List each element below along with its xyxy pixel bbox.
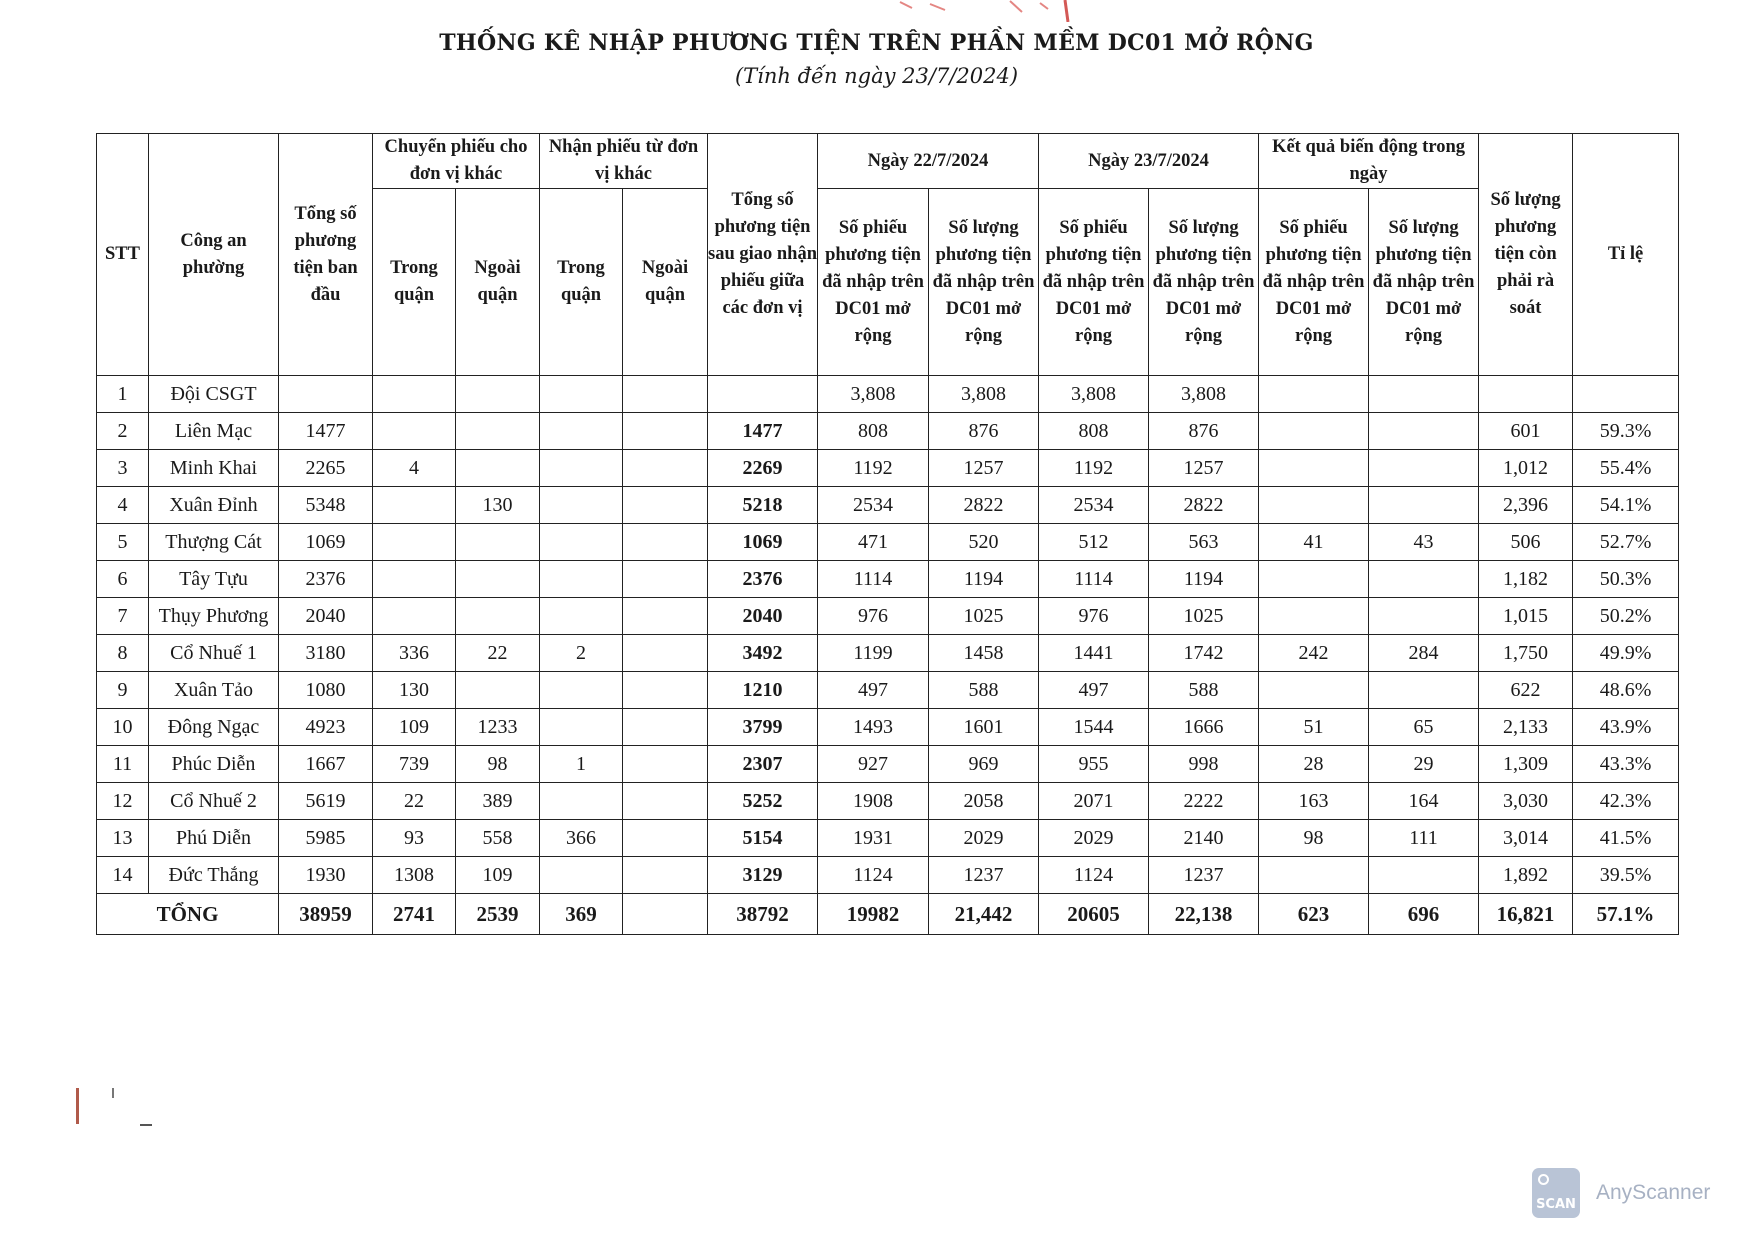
cell-tile: 52.7% <box>1573 524 1679 561</box>
table-row <box>97 450 1679 487</box>
cell-tile: 42.3% <box>1573 783 1679 820</box>
total-row <box>97 894 1679 935</box>
total-ngay1-phieu: 19982 <box>818 894 929 935</box>
cell-l2: 588 <box>1149 672 1259 709</box>
cell-name: Phúc Diễn <box>149 746 279 783</box>
cell-p1: 1192 <box>818 450 929 487</box>
cell-tong-sau: 1477 <box>708 413 818 450</box>
cell-ban-dau: 2265 <box>279 450 373 487</box>
cell-l1: 1458 <box>929 635 1039 672</box>
cell-ban-dau: 1477 <box>279 413 373 450</box>
cell-chuyen-ngoai: 130 <box>456 487 540 524</box>
header-ngay-22-7: Ngày 22/7/2024 <box>818 134 1039 189</box>
cell-chuyen-trong <box>373 598 456 635</box>
cell-l2: 2140 <box>1149 820 1259 857</box>
cell-nhan-trong <box>540 413 623 450</box>
table-row <box>97 524 1679 561</box>
cell-chuyen-trong <box>373 487 456 524</box>
cell-tile: 49.9% <box>1573 635 1679 672</box>
scan-logo-icon <box>1532 1168 1580 1218</box>
cell-chuyen-trong: 22 <box>373 783 456 820</box>
scan-logo-text: SCAN <box>1536 1197 1576 1212</box>
cell-stt: 7 <box>97 598 149 635</box>
total-ban-dau: 38959 <box>279 894 373 935</box>
cell-l2: 1194 <box>1149 561 1259 598</box>
cell-l2: 1742 <box>1149 635 1259 672</box>
cell-ban-dau: 1930 <box>279 857 373 894</box>
cell-stt: 11 <box>97 746 149 783</box>
cell-bd-l: 111 <box>1369 820 1479 857</box>
cell-nhan-trong <box>540 857 623 894</box>
cell-l1: 1025 <box>929 598 1039 635</box>
total-tong-sau: 38792 <box>708 894 818 935</box>
header-cong-an-phuong: Công an phường <box>149 134 279 376</box>
cell-l2: 2822 <box>1149 487 1259 524</box>
table-row <box>97 672 1679 709</box>
cell-bd-p <box>1259 561 1369 598</box>
cell-con: 1,012 <box>1479 450 1573 487</box>
cell-chuyen-trong: 130 <box>373 672 456 709</box>
table-row <box>97 376 1679 413</box>
cell-p2: 976 <box>1039 598 1149 635</box>
cell-nhan-trong <box>540 709 623 746</box>
header-bien-dong-so-luong: Số lượng phương tiện đã nhập trên DC01 mở rộng <box>1369 189 1479 376</box>
document-title: THỐNG KÊ NHẬP PHƯƠNG TIỆN TRÊN PHẦN MỀM DC01 MỞ RỘNG <box>439 30 1314 56</box>
cell-bd-l: 284 <box>1369 635 1479 672</box>
table-row <box>97 598 1679 635</box>
cell-tong-sau: 2269 <box>708 450 818 487</box>
header-bien-dong-so-phieu: Số phiếu phương tiện đã nhập trên DC01 mở rộng <box>1259 189 1369 376</box>
cell-tile: 55.4% <box>1573 450 1679 487</box>
cell-tile: 54.1% <box>1573 487 1679 524</box>
cell-ban-dau: 2040 <box>279 598 373 635</box>
header-con-phai-ra-soat: Số lượng phương tiện còn phải rà soát <box>1479 134 1573 376</box>
cell-name: Thụy Phương <box>149 598 279 635</box>
header-chuyen-ngoai-quan: Ngoài quận <box>456 189 540 376</box>
cell-nhan-trong: 1 <box>540 746 623 783</box>
cell-nhan-ngoai <box>623 376 708 413</box>
cell-bd-l <box>1369 672 1479 709</box>
scan-edge-mark <box>140 1124 152 1126</box>
total-ti-le: 57.1% <box>1573 894 1679 935</box>
cell-nhan-ngoai <box>623 857 708 894</box>
cell-stt: 10 <box>97 709 149 746</box>
total-ngay2-phieu: 20605 <box>1039 894 1149 935</box>
cell-nhan-trong: 366 <box>540 820 623 857</box>
cell-tile: 50.2% <box>1573 598 1679 635</box>
cell-nhan-ngoai <box>623 598 708 635</box>
cell-l1: 2029 <box>929 820 1039 857</box>
cell-nhan-ngoai <box>623 635 708 672</box>
cell-nhan-trong <box>540 672 623 709</box>
cell-name: Đội CSGT <box>149 376 279 413</box>
cell-p1: 3,808 <box>818 376 929 413</box>
cell-chuyen-ngoai <box>456 524 540 561</box>
cell-nhan-trong: 2 <box>540 635 623 672</box>
cell-p1: 808 <box>818 413 929 450</box>
table-row <box>97 783 1679 820</box>
scanner-name: AnyScanner <box>1596 1181 1711 1204</box>
cell-p1: 497 <box>818 672 929 709</box>
cell-chuyen-ngoai: 558 <box>456 820 540 857</box>
cell-l2: 1257 <box>1149 450 1259 487</box>
cell-ban-dau: 5985 <box>279 820 373 857</box>
cell-chuyen-trong: 336 <box>373 635 456 672</box>
cell-nhan-ngoai <box>623 820 708 857</box>
cell-p1: 1114 <box>818 561 929 598</box>
header-nhan-phieu: Nhận phiếu từ đơn vị khác <box>540 134 708 189</box>
cell-nhan-trong <box>540 487 623 524</box>
cell-stt: 6 <box>97 561 149 598</box>
cell-l2: 876 <box>1149 413 1259 450</box>
table-body <box>97 376 1679 894</box>
cell-tong-sau: 2376 <box>708 561 818 598</box>
cell-p1: 1199 <box>818 635 929 672</box>
cell-l1: 1257 <box>929 450 1039 487</box>
cell-l2: 1666 <box>1149 709 1259 746</box>
cell-bd-p <box>1259 672 1369 709</box>
cell-tile: 43.9% <box>1573 709 1679 746</box>
cell-tong-sau: 3129 <box>708 857 818 894</box>
cell-name: Tây Tựu <box>149 561 279 598</box>
cell-bd-l: 43 <box>1369 524 1479 561</box>
cell-name: Đức Thắng <box>149 857 279 894</box>
table-row <box>97 820 1679 857</box>
cell-name: Xuân Đỉnh <box>149 487 279 524</box>
header-nhan-ngoai-quan: Ngoài quận <box>623 189 708 376</box>
cell-tong-sau: 1069 <box>708 524 818 561</box>
cell-nhan-trong <box>540 376 623 413</box>
scan-edge-mark <box>112 1088 114 1098</box>
cell-l1: 588 <box>929 672 1039 709</box>
cell-p2: 1544 <box>1039 709 1149 746</box>
header-nhan-trong-quan: Trong quận <box>540 189 623 376</box>
cell-bd-l <box>1369 598 1479 635</box>
cell-con <box>1479 376 1573 413</box>
cell-chuyen-ngoai: 98 <box>456 746 540 783</box>
cell-bd-l: 29 <box>1369 746 1479 783</box>
cell-tile: 41.5% <box>1573 820 1679 857</box>
cell-ban-dau: 1069 <box>279 524 373 561</box>
header-tong-ban-dau: Tổng số phương tiện ban đầu <box>279 134 373 376</box>
total-bien-dong-luong: 696 <box>1369 894 1479 935</box>
cell-con: 1,309 <box>1479 746 1573 783</box>
cell-chuyen-trong: 739 <box>373 746 456 783</box>
cell-p1: 1124 <box>818 857 929 894</box>
cell-p1: 976 <box>818 598 929 635</box>
cell-tile: 59.3% <box>1573 413 1679 450</box>
cell-nhan-trong <box>540 783 623 820</box>
cell-nhan-trong <box>540 561 623 598</box>
cell-tile: 39.5% <box>1573 857 1679 894</box>
header-tong-sau-giao-nhan: Tổng số phương tiện sau giao nhận phiếu giữa các đơn vị <box>708 134 818 376</box>
cell-p2: 808 <box>1039 413 1149 450</box>
cell-name: Phú Diễn <box>149 820 279 857</box>
cell-chuyen-trong: 1308 <box>373 857 456 894</box>
cell-p2: 2534 <box>1039 487 1149 524</box>
cell-bd-p <box>1259 487 1369 524</box>
cell-chuyen-ngoai: 1233 <box>456 709 540 746</box>
cell-ban-dau: 1667 <box>279 746 373 783</box>
statistics-table <box>96 133 1679 935</box>
cell-bd-p <box>1259 857 1369 894</box>
header-ngay1-so-luong: Số lượng phương tiện đã nhập trên DC01 mở rộng <box>929 189 1039 376</box>
cell-bd-p: 163 <box>1259 783 1369 820</box>
cell-ban-dau <box>279 376 373 413</box>
cell-name: Xuân Tảo <box>149 672 279 709</box>
cell-l1: 1601 <box>929 709 1039 746</box>
header-chuyen-trong-quan: Trong quận <box>373 189 456 376</box>
cell-nhan-ngoai <box>623 783 708 820</box>
cell-name: Cổ Nhuế 1 <box>149 635 279 672</box>
cell-p2: 2071 <box>1039 783 1149 820</box>
cell-stt: 9 <box>97 672 149 709</box>
cell-chuyen-ngoai <box>456 450 540 487</box>
cell-tong-sau: 5218 <box>708 487 818 524</box>
total-nhan-trong: 369 <box>540 894 623 935</box>
cell-chuyen-trong: 93 <box>373 820 456 857</box>
table-row <box>97 709 1679 746</box>
cell-l2: 998 <box>1149 746 1259 783</box>
header-chuyen-phieu: Chuyển phiếu cho đơn vị khác <box>373 134 540 189</box>
table-row <box>97 487 1679 524</box>
cell-bd-p <box>1259 450 1369 487</box>
cell-stt: 1 <box>97 376 149 413</box>
cell-chuyen-trong: 4 <box>373 450 456 487</box>
cell-l1: 2058 <box>929 783 1039 820</box>
cell-bd-p: 41 <box>1259 524 1369 561</box>
cell-bd-l <box>1369 561 1479 598</box>
cell-bd-l: 65 <box>1369 709 1479 746</box>
cell-bd-l <box>1369 450 1479 487</box>
cell-con: 506 <box>1479 524 1573 561</box>
table-row <box>97 635 1679 672</box>
cell-tong-sau: 2307 <box>708 746 818 783</box>
cell-p2: 512 <box>1039 524 1149 561</box>
cell-tong-sau: 5154 <box>708 820 818 857</box>
cell-chuyen-trong <box>373 413 456 450</box>
cell-l2: 3,808 <box>1149 376 1259 413</box>
header-ti-le: Tỉ lệ <box>1573 134 1679 376</box>
cell-nhan-ngoai <box>623 672 708 709</box>
cell-con: 622 <box>1479 672 1573 709</box>
cell-p2: 497 <box>1039 672 1149 709</box>
cell-l2: 563 <box>1149 524 1259 561</box>
cell-ban-dau: 3180 <box>279 635 373 672</box>
cell-p1: 927 <box>818 746 929 783</box>
cell-p2: 3,808 <box>1039 376 1149 413</box>
cell-bd-p: 51 <box>1259 709 1369 746</box>
total-con-ra-soat: 16,821 <box>1479 894 1573 935</box>
header-stt: STT <box>97 134 149 376</box>
cell-chuyen-ngoai <box>456 376 540 413</box>
table-row <box>97 746 1679 783</box>
cell-con: 1,892 <box>1479 857 1573 894</box>
document-subtitle: (Tính đến ngày 23/7/2024) <box>734 64 1019 88</box>
total-chuyen-ngoai: 2539 <box>456 894 540 935</box>
cell-bd-l <box>1369 857 1479 894</box>
cell-nhan-ngoai <box>623 413 708 450</box>
cell-l2: 1025 <box>1149 598 1259 635</box>
cell-con: 601 <box>1479 413 1573 450</box>
cell-chuyen-ngoai <box>456 598 540 635</box>
cell-bd-l <box>1369 413 1479 450</box>
cell-ban-dau: 5348 <box>279 487 373 524</box>
total-ngay2-luong: 22,138 <box>1149 894 1259 935</box>
cell-name: Cổ Nhuế 2 <box>149 783 279 820</box>
cell-stt: 14 <box>97 857 149 894</box>
cell-tong-sau: 3799 <box>708 709 818 746</box>
table-row <box>97 857 1679 894</box>
cell-bd-p: 242 <box>1259 635 1369 672</box>
cell-stt: 13 <box>97 820 149 857</box>
cell-p1: 1493 <box>818 709 929 746</box>
cell-chuyen-trong <box>373 376 456 413</box>
total-ngay1-luong: 21,442 <box>929 894 1039 935</box>
cell-bd-l <box>1369 376 1479 413</box>
cell-p2: 1114 <box>1039 561 1149 598</box>
cell-ban-dau: 4923 <box>279 709 373 746</box>
cell-stt: 8 <box>97 635 149 672</box>
cell-nhan-ngoai <box>623 746 708 783</box>
cell-p2: 1124 <box>1039 857 1149 894</box>
cell-stt: 12 <box>97 783 149 820</box>
cell-con: 2,133 <box>1479 709 1573 746</box>
cell-l1: 876 <box>929 413 1039 450</box>
table-row <box>97 413 1679 450</box>
cell-tong-sau: 2040 <box>708 598 818 635</box>
cell-l1: 3,808 <box>929 376 1039 413</box>
cell-chuyen-trong: 109 <box>373 709 456 746</box>
cell-stt: 5 <box>97 524 149 561</box>
cell-nhan-ngoai <box>623 524 708 561</box>
cell-nhan-ngoai <box>623 561 708 598</box>
cell-nhan-ngoai <box>623 450 708 487</box>
cell-name: Đông Ngạc <box>149 709 279 746</box>
header-ket-qua-bien-dong: Kết quả biến động trong ngày <box>1259 134 1479 189</box>
red-stamp-fragment <box>890 0 1090 22</box>
cell-con: 1,182 <box>1479 561 1573 598</box>
cell-p2: 1441 <box>1039 635 1149 672</box>
cell-tile: 43.3% <box>1573 746 1679 783</box>
cell-tile: 48.6% <box>1573 672 1679 709</box>
total-label: TỔNG <box>97 894 279 935</box>
cell-chuyen-ngoai: 22 <box>456 635 540 672</box>
cell-con: 1,750 <box>1479 635 1573 672</box>
cell-ban-dau: 1080 <box>279 672 373 709</box>
cell-l2: 2222 <box>1149 783 1259 820</box>
cell-bd-p <box>1259 376 1369 413</box>
cell-p1: 1931 <box>818 820 929 857</box>
cell-stt: 2 <box>97 413 149 450</box>
cell-chuyen-ngoai <box>456 561 540 598</box>
cell-chuyen-ngoai <box>456 413 540 450</box>
header-row-group <box>97 134 1679 189</box>
header-ngay2-so-luong: Số lượng phương tiện đã nhập trên DC01 mở rộng <box>1149 189 1259 376</box>
cell-chuyen-trong <box>373 524 456 561</box>
cell-nhan-ngoai <box>623 709 708 746</box>
cell-con: 3,014 <box>1479 820 1573 857</box>
header-ngay2-so-phieu: Số phiếu phương tiện đã nhập trên DC01 mở rộng <box>1039 189 1149 376</box>
cell-bd-p <box>1259 413 1369 450</box>
cell-p1: 1908 <box>818 783 929 820</box>
cell-stt: 3 <box>97 450 149 487</box>
cell-p1: 2534 <box>818 487 929 524</box>
cell-bd-p <box>1259 598 1369 635</box>
cell-l2: 1237 <box>1149 857 1259 894</box>
cell-nhan-ngoai <box>623 487 708 524</box>
table-row <box>97 561 1679 598</box>
cell-con: 1,015 <box>1479 598 1573 635</box>
cell-con: 3,030 <box>1479 783 1573 820</box>
cell-ban-dau: 2376 <box>279 561 373 598</box>
total-nhan-ngoai <box>623 894 708 935</box>
cell-tile <box>1573 376 1679 413</box>
cell-chuyen-trong <box>373 561 456 598</box>
cell-l1: 520 <box>929 524 1039 561</box>
cell-nhan-trong <box>540 524 623 561</box>
cell-con: 2,396 <box>1479 487 1573 524</box>
cell-chuyen-ngoai: 109 <box>456 857 540 894</box>
cell-chuyen-ngoai <box>456 672 540 709</box>
cell-chuyen-ngoai: 389 <box>456 783 540 820</box>
cell-nhan-trong <box>540 598 623 635</box>
cell-bd-p: 98 <box>1259 820 1369 857</box>
cell-p2: 2029 <box>1039 820 1149 857</box>
cell-l1: 1237 <box>929 857 1039 894</box>
cell-p2: 1192 <box>1039 450 1149 487</box>
total-chuyen-trong: 2741 <box>373 894 456 935</box>
cell-ban-dau: 5619 <box>279 783 373 820</box>
cell-l1: 1194 <box>929 561 1039 598</box>
total-bien-dong-phieu: 623 <box>1259 894 1369 935</box>
cell-tong-sau <box>708 376 818 413</box>
header-ngay1-so-phieu: Số phiếu phương tiện đã nhập trên DC01 mở rộng <box>818 189 929 376</box>
cell-stt: 4 <box>97 487 149 524</box>
cell-bd-l: 164 <box>1369 783 1479 820</box>
cell-nhan-trong <box>540 450 623 487</box>
cell-p1: 471 <box>818 524 929 561</box>
scanner-watermark <box>1532 1168 1710 1218</box>
cell-name: Minh Khai <box>149 450 279 487</box>
cell-bd-p: 28 <box>1259 746 1369 783</box>
cell-p2: 955 <box>1039 746 1149 783</box>
cell-bd-l <box>1369 487 1479 524</box>
cell-l1: 2822 <box>929 487 1039 524</box>
cell-name: Liên Mạc <box>149 413 279 450</box>
cell-tong-sau: 1210 <box>708 672 818 709</box>
header-ngay-23-7: Ngày 23/7/2024 <box>1039 134 1259 189</box>
cell-l1: 969 <box>929 746 1039 783</box>
cell-tile: 50.3% <box>1573 561 1679 598</box>
cell-tong-sau: 5252 <box>708 783 818 820</box>
scan-edge-mark <box>76 1088 79 1124</box>
cell-name: Thượng Cát <box>149 524 279 561</box>
cell-tong-sau: 3492 <box>708 635 818 672</box>
